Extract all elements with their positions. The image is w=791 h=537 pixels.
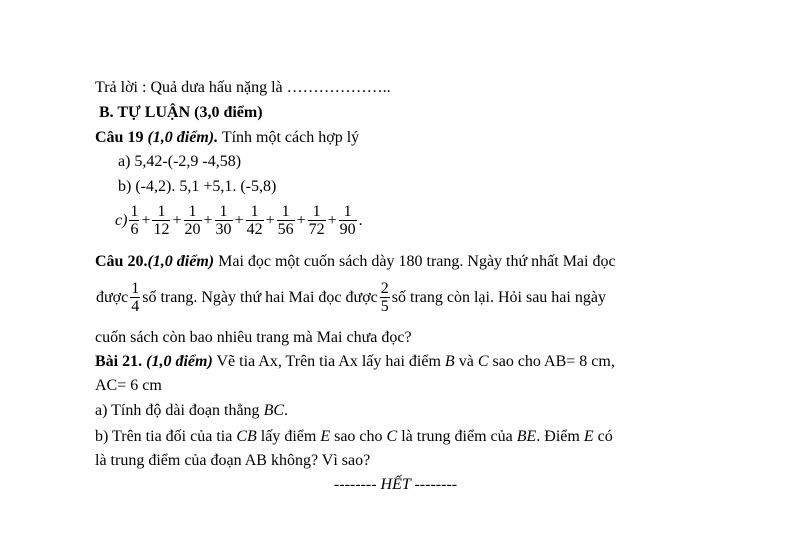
fraction-sum <box>128 203 357 238</box>
frac2-denominator: 5 <box>380 298 389 315</box>
fraction-term <box>129 203 139 238</box>
frac1-denominator: 4 <box>131 298 140 315</box>
q21-a-bc: BC <box>263 402 285 419</box>
q21-b-t1: b) Trên tia đối của tia <box>95 428 237 445</box>
q21-b-e2: E <box>583 428 594 445</box>
q21-b-t6: có <box>593 428 613 445</box>
q19-label: Câu 19 <box>95 129 144 146</box>
fraction-numerator: 1 <box>130 203 139 220</box>
fraction-numerator: 1 <box>246 203 264 221</box>
q21-a-end: . <box>284 402 289 419</box>
plus-sign: + <box>265 212 275 229</box>
fraction-numerator: 1 <box>308 203 326 221</box>
fraction-numerator: 1 <box>184 203 202 221</box>
q21-b-e: E <box>320 428 331 445</box>
q21-a-text: a) Tính độ dài đoạn thẳng <box>95 402 264 419</box>
question-20-line1 <box>95 252 616 272</box>
q21-b-t2: lấy điểm <box>256 428 321 445</box>
fraction-denominator: 30 <box>215 221 232 238</box>
q21-line2: AC= 6 cm <box>95 377 162 394</box>
plus-sign: + <box>141 212 151 229</box>
q20-label: Câu 20. <box>95 253 148 270</box>
q21-b-t4: là trung điểm của <box>397 428 517 445</box>
q21-part-a <box>95 401 288 421</box>
plus-sign: + <box>172 212 182 229</box>
q21-part-b-line1 <box>95 427 613 447</box>
q21-b-t3: sao cho <box>330 428 387 445</box>
q21-b-cb: CB <box>236 428 257 445</box>
plus-sign: + <box>327 212 337 229</box>
q19-part-c <box>114 203 364 238</box>
fraction-term <box>339 203 357 238</box>
section-b-heading: B. TỰ LUẬN (3,0 điểm) <box>99 104 263 121</box>
fraction-denominator: 42 <box>246 221 263 238</box>
fraction-term <box>308 203 326 238</box>
fraction-numerator: 1 <box>277 203 295 221</box>
q21-b-t5: . Điểm <box>536 428 584 445</box>
question-20-line2 <box>95 280 607 315</box>
q21-point-c: C <box>477 353 489 370</box>
q21-and: và <box>454 353 478 370</box>
q21-point-b: B <box>444 353 455 370</box>
fraction-term <box>152 203 170 238</box>
fraction-denominator: 72 <box>308 221 325 238</box>
q20-text2b: số trang. Ngày thứ hai Mai đọc được <box>142 289 378 306</box>
q20-points: (1,0 điểm) <box>147 253 215 270</box>
q21-b-c: C <box>386 428 398 445</box>
fraction-one-quarter <box>130 280 140 315</box>
q21-text1b: sao cho AB= 8 cm, <box>488 353 615 370</box>
fraction-denominator: 12 <box>153 221 170 238</box>
fraction-numerator: 1 <box>339 203 357 221</box>
fraction-numerator: 1 <box>215 203 233 221</box>
plus-sign: + <box>234 212 244 229</box>
q20-text1: Mai đọc một cuốn sách dày 180 trang. Ngày thứ nhất Mai đọc <box>214 253 616 270</box>
q19-c-end: . <box>358 212 363 229</box>
question-19 <box>95 128 359 148</box>
q20-text2c: số trang còn lại. Hỏi sau hai ngày <box>391 289 606 306</box>
fraction-denominator: 90 <box>339 221 356 238</box>
fraction-denominator: 20 <box>184 221 201 238</box>
q19-c-label: c) <box>115 212 128 229</box>
q20-text2a: được <box>96 289 129 306</box>
answer-line: Trả lời : Quả dưa hấu nặng là ……………….. <box>95 79 391 96</box>
q21-label: Bài 21. <box>95 353 143 370</box>
q19-part-a: a) 5,42-(-2,9 -4,58) <box>118 153 242 170</box>
frac2-numerator: 2 <box>380 280 389 297</box>
plus-sign: + <box>296 212 306 229</box>
fraction-term <box>215 203 233 238</box>
q19-points: (1,0 điểm). <box>147 129 219 146</box>
fraction-term <box>184 203 202 238</box>
fraction-two-fifths <box>380 280 390 315</box>
frac1-numerator: 1 <box>131 280 140 297</box>
fraction-denominator: 56 <box>277 221 294 238</box>
plus-sign: + <box>203 212 213 229</box>
fraction-denominator: 6 <box>130 221 139 238</box>
q19-text: Tính một cách hợp lý <box>218 129 360 146</box>
q21-part-b-line2: là trung điểm của đoạn AB không? Vì sao? <box>95 452 371 469</box>
question-21-line1 <box>95 352 615 372</box>
q21-points: (1,0 điểm) <box>146 353 213 370</box>
fraction-term <box>277 203 295 238</box>
q20-line3: cuốn sách còn bao nhiêu trang mà Mai chưa đọc? <box>95 329 412 346</box>
fraction-numerator: 1 <box>152 203 170 221</box>
q19-part-b: b) (-4,2). 5,1 +5,1. (-5,8) <box>118 178 277 195</box>
q21-b-be: BE <box>516 428 537 445</box>
q21-text1: Vẽ tia Ax, Trên tia Ax lấy hai điểm <box>212 353 445 370</box>
end-marker: -------- HẾT -------- <box>333 476 458 493</box>
fraction-term <box>246 203 264 238</box>
